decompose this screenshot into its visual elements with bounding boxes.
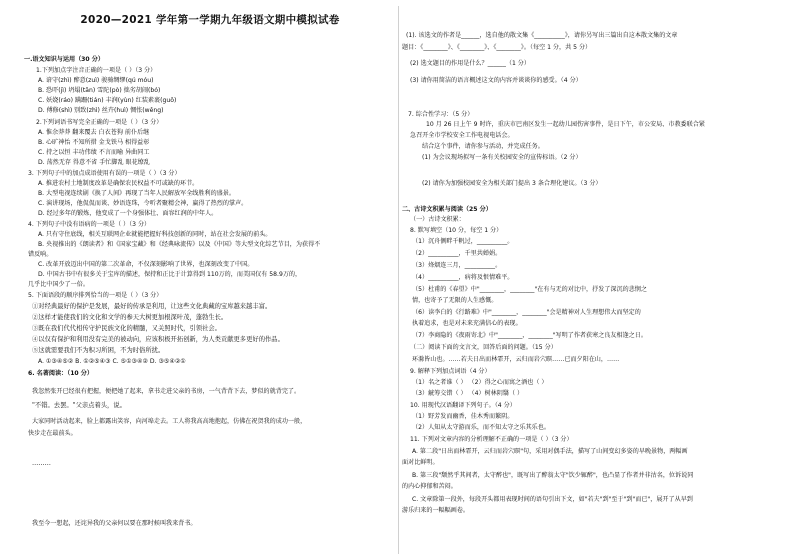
right-lines-text: 7. 综合性学习：（5 分）: [408, 111, 474, 118]
right-lines-text: C. 文章除第一段外，每段开头都用表现时间的语句引出下文，如"若夫"到"至于"到"而已"，展开了从早到: [412, 496, 693, 503]
left-lines-text: B. 大型电视连续剧《换了人间》再现了当年人民解放军全线胜利的盛景。: [38, 190, 235, 197]
left-lines-text: 错反响。: [28, 251, 53, 258]
right-lines-text: 题目：《________》、《________》、《________》。（每空 1 分，共 5 分）: [402, 44, 592, 51]
left-lines-text: 6. 名著阅读：（10 分）: [28, 370, 93, 377]
left-lines-text: B. 心旷神怡 不知所措 金戈铁马 相得益彰: [38, 139, 150, 146]
left-column: [24, 0, 396, 560]
left-lines-text: A. 只有守住底线，相关互联网企业就能把握好科技创新的同时，站在社会发展的前头。: [38, 231, 272, 238]
left-lines-text: 5. 下面语段的顺序排列恰当的一项是（ ）（3 分）: [28, 292, 163, 299]
left-lines-text: 快步走在最前头。: [28, 430, 77, 437]
right-lines-text: （1）名之者谁（ ） （2）得之心而寓之酒也（ ）: [412, 379, 548, 386]
left-lines-text: D. 傅修(shì) 别致(zhì) 丝卉(huì) 惆怅(wěng): [38, 107, 164, 114]
left-lines-text: ①对经典最好的保护是发展，最好的传承是利用，让这些文化典藏的宝库越来越丰富。: [32, 303, 272, 310]
column-divider: [398, 6, 399, 554]
right-lines-text: （一）古诗文积累：: [410, 216, 465, 223]
left-lines-text: C. 持之以恒 丰功伟绩 不言而喻 异曲同工: [38, 149, 150, 156]
left-lines-text: A. ①③④⑤② B. ①②⑤④③ C. ⑤①③④② D. ③⑤④②①: [38, 358, 186, 365]
right-column: [402, 0, 774, 560]
left-lines-text: A. 谙守(zhì) 醉意(zuì) 骏骑绸缪(qú móu): [38, 77, 154, 84]
right-lines-text: （4）__________，病将及恨情难平。: [412, 274, 514, 281]
right-lines-text: 10 月 26 日上午 9 时许，重庆市巴南区发生一起幼儿园伤害事件，是日下午，市公安局、市教委联合紧: [426, 121, 705, 128]
right-lines-text: 游乐归来的一幅幅画卷。: [402, 507, 470, 514]
left-lines-text: 我至今一想起，还诧异我的父亲何以要在那时候叫我来背书。: [32, 520, 197, 527]
left-lines-text: 2.下列词语书写完全正确的一项是（ ）（3 分）: [36, 119, 163, 126]
left-lines-text: "不错。去罢。"父亲点着头，说。: [32, 402, 126, 409]
left-lines-text: ④以仅有保护和利用没有完美的被动向，应该积极开拓创新，为人类贡献更多更好的作品。: [32, 336, 284, 343]
right-lines-text: (1) 为会议现场拟写一条有关校园安全的宣传标语。（2 分）: [422, 154, 582, 161]
left-lines-text: 我忽然张开已经很有把握，便把她了起来，拿书走进父亲的书房，一气背背下去，梦似的就背完了。: [32, 388, 301, 395]
right-lines-text: 环滁皆山也。……若夫日出而林霏开，云归而岩穴暝……已而夕阳在山，……: [412, 356, 620, 363]
right-lines-text: （3）烽烟连三月，__________。: [412, 262, 502, 269]
right-lines-text: 8. 默写填空（10 分，每空 1 分）: [410, 227, 503, 234]
left-lines-text: ………: [32, 460, 51, 467]
left-lines-text: 4. 下列句子中没有语病的一项是（ ）（3 分）: [28, 221, 151, 228]
left-lines-text: 1.下列加点字注音正确的一项是（ ）（3 分）: [36, 67, 157, 74]
right-lines-text: 面对比鲜明。: [402, 459, 439, 466]
right-lines-text: 结合这个事件，请你参与活动，并完成任务。: [422, 143, 544, 150]
right-lines-text: 急召开全市学校安全工作电视电话会。: [410, 132, 514, 139]
right-lines-text: （2）人知从太守游而乐，而不知太守之乐其乐也。: [412, 424, 550, 431]
right-lines-text: （二）阅读下面的文言文，回答后面的问题。（15 分）: [410, 344, 557, 351]
left-lines-text: ⑤这就需要我们不为积习所困，不为时俗所扰。: [32, 347, 165, 354]
exam-title: 2020—2021 学年第一学期九年级语文期中模拟试卷: [80, 14, 340, 26]
left-lines-text: B. 恐吓(jì) 坍塌(tān) 雪陀(pò) 拙劣胡闹(bó): [38, 87, 161, 94]
right-lines-text: （5）杜甫的《春望》中"________，________"在有与无的对比中，抒发了深沉的悲悯之: [412, 286, 647, 293]
right-lines-text: (2) 选文题目的作用是什么？______（1 分）: [410, 60, 530, 67]
left-lines-text: B. 央视推出的《朗读者》和《国家宝藏》和《经典咏流传》以及《中国》等大型文化综艺节目，为获得不: [38, 241, 321, 248]
right-lines-text: 二、古诗文积累与阅读（25 分）: [402, 206, 492, 213]
left-lines-text: 一.语文知识与运用（30 分）: [24, 56, 104, 63]
right-lines-text: （7）李商隐的《夜雨寄北》中"________，________"写明了作者获寒之良友相逢之日。: [412, 332, 647, 339]
right-lines-text: (1). 该选文的作者是______，选自他的散文集《__________》，请你另写出三篇出自这本散文集的文章: [406, 32, 678, 39]
left-lines-text: 3. 下列句子中的加点成语使用有误的一项是（ ）（3 分）: [28, 170, 181, 177]
left-lines-text: 几乎比中国少了一倍。: [28, 281, 89, 288]
left-lines-text: D. 中国古书中有很多关于宝库的描述，保持和正比于计算得到 110万的，而美国仅有 58.9万的，: [38, 271, 302, 278]
left-lines-text: D. 荡然无存 得意不省 手忙脚乱 眼花缭乱: [38, 159, 150, 166]
right-lines-text: 9. 解释下列加点词语（4 分）: [410, 368, 491, 375]
left-lines-text: A. 推进农村土地制度改革是确保农民权益不可或缺的环节。: [38, 180, 199, 187]
right-lines-text: （3）觥筹交错（ ） （4）树林阴翳（ ）: [412, 390, 524, 397]
right-lines-text: 10. 用现代汉语翻译下列句子。（4 分）: [410, 402, 516, 409]
right-lines-text: （6）读李白的《行路难》中"________，________"会是精神对人生理想伟大而坚定的: [412, 309, 641, 316]
left-lines-text: C. 妖娆(ráo) 蹒跚(tián) 丰润(yùn) 红装素裹(guǒ): [38, 97, 177, 104]
left-lines-text: ②这样才能使我们的文化和文学的参天大树更加根深叶茂，蓬勃生长。: [32, 314, 228, 321]
left-lines-text: A. 惟余莽莽 翻来覆去 白衣苍狗 前仆后继: [38, 129, 150, 136]
right-lines-text: (3) 请你用简洁的语言概述这文的内容并谈谈你的感受。（4 分）: [410, 77, 582, 84]
right-lines-text: 情，也寄予了无限的人生感慨。: [412, 297, 498, 304]
right-lines-text: （1）野芳发而幽香，佳木秀而繁阴。: [412, 413, 514, 420]
right-lines-text: 11. 下列对文章内容的分析理解不正确的一项是（ ）（3 分）: [410, 436, 573, 443]
left-lines-text: C. 演讲现场，他侃侃而谈、妙语连珠，令听者聚精会神，赢得了热烈的掌声。: [38, 200, 248, 207]
left-lines-text: 大家同时活动起来，脸上都露出笑容，向河埠走去。工人将我高高地抱起，仿佛在祝贺我的成功一般，: [32, 418, 307, 425]
right-lines-text: A. 第二段"日出而林霏开，云归而岩穴暝"句，采用对偶手法，描写了山间变幻多姿的早晚景物，两幅画: [412, 448, 688, 455]
right-lines-text: (2) 请你为加强校园安全为相关部门提出 3 条合理化建议。（3 分）: [422, 180, 602, 187]
right-lines-text: 的内心抑郁和苦闷。: [402, 483, 457, 490]
right-lines-text: （2）__________，千里共婵娟。: [412, 250, 502, 257]
left-lines-text: C. 改革开放迈出中国的第二次革命，不仅深刻影响了世界，也深刻改变了中国。: [38, 261, 254, 268]
right-lines-text: B. 第三段"颓然乎其间者，太守醉也"，既写出了醉翁太守"饮少辄醉"，也凸显了作者并非沽名，位诉说同: [412, 472, 694, 479]
right-lines-text: 执着追求，也是对未来充满信心的表现。: [412, 320, 522, 327]
right-lines-text: （1）沉舟侧畔千帆过，__________。: [412, 238, 514, 245]
left-lines-text: D. 经过多年的锻炼，他变成了一个身强体壮、面容红润的中年人。: [38, 210, 218, 217]
left-lines-text: ③既在我们代代相传守护民族文化的精髓，又关照时代，引领社会。: [32, 325, 221, 332]
